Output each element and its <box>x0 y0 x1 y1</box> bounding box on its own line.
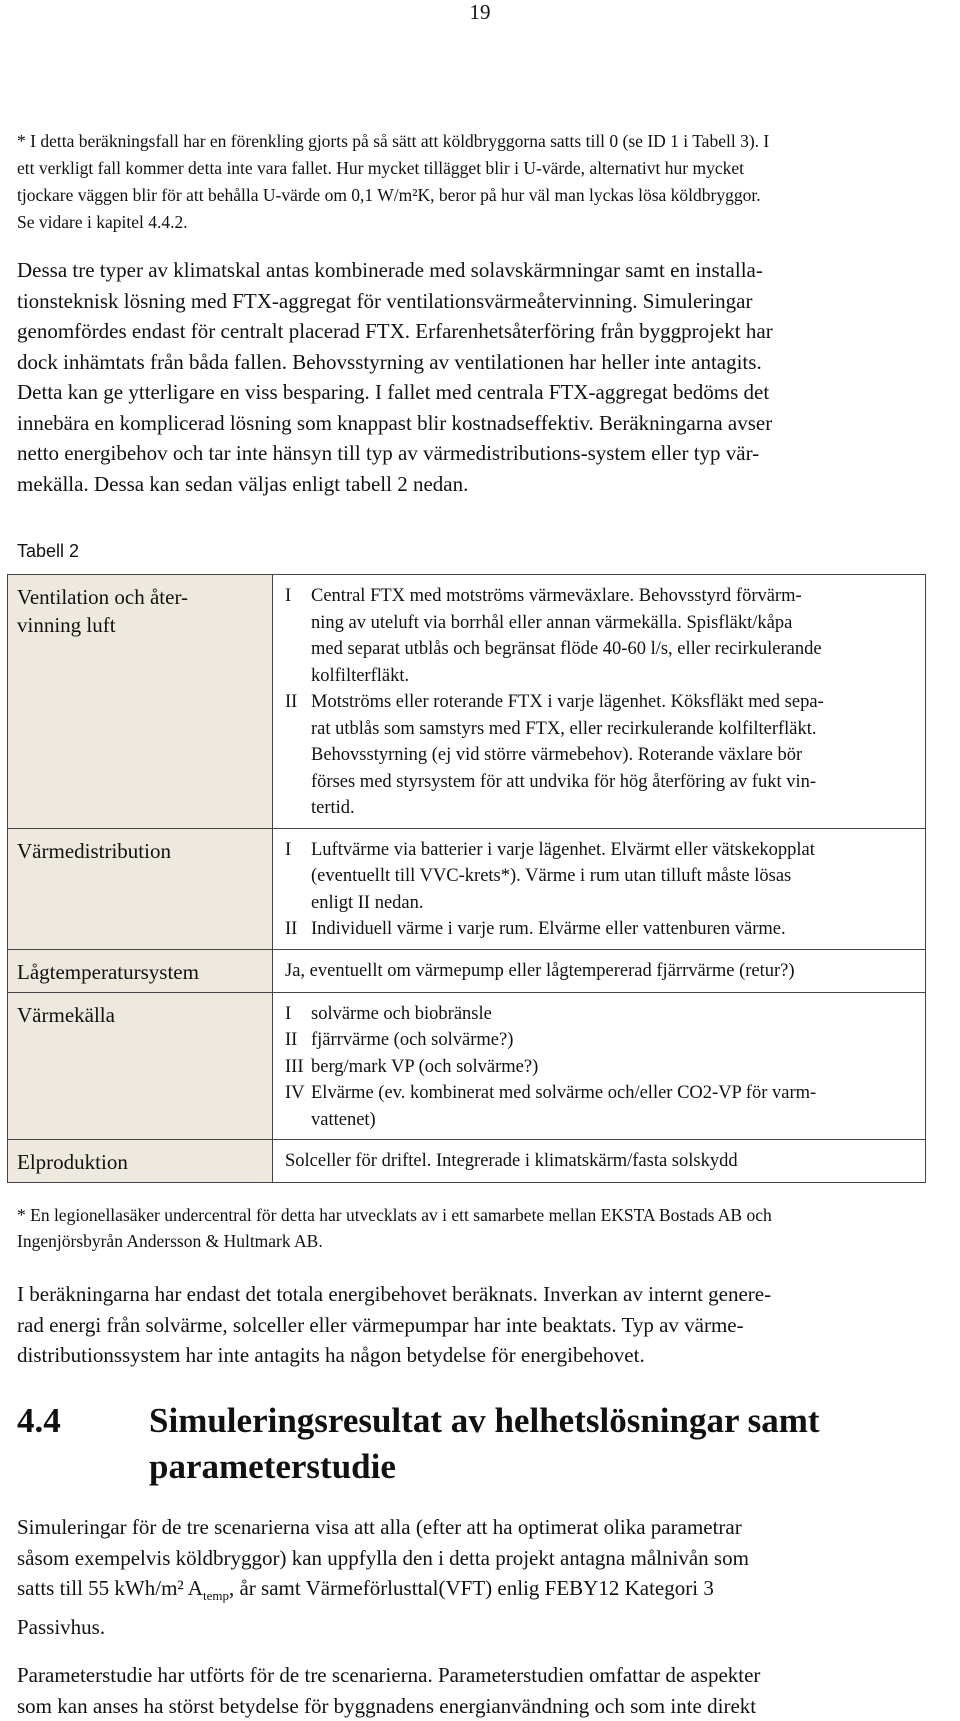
item-line: solvärme och biobränsle <box>311 1001 915 1028</box>
section-number: 4.4 <box>17 1398 61 1444</box>
paragraph-1 <box>17 255 942 499</box>
footnote-line: * I detta beräkningsfall har en förenkling gjorts på så sätt att köldbryggorna satts till 0 (se ID 1 i Tabell 3). I <box>17 128 942 155</box>
row-label <box>8 1140 273 1183</box>
list-item <box>285 583 915 689</box>
item-line: Solceller för driftel. Integrerade i klimatskärm/fasta solskydd <box>285 1148 915 1175</box>
footnote-line: Ingenjörsbyrån Andersson & Hultmark AB. <box>17 1228 947 1254</box>
item-line: fjärrvärme (och solvärme?) <box>311 1027 915 1054</box>
table-caption: Tabell 2 <box>17 541 79 562</box>
item-line: ning av uteluft via borrhål eller annan värmekälla. Spisfläkt/kåpa <box>311 610 915 637</box>
text-segment: satts till 55 kWh/m² A <box>17 1576 203 1600</box>
list-item <box>285 1027 915 1054</box>
table-row <box>8 949 926 992</box>
paragraph-line: netto energibehov och tar inte hänsyn till typ av värmedistributions-system eller typ vär- <box>17 438 942 469</box>
item-line: tertid. <box>311 795 915 822</box>
list-item <box>285 1080 915 1133</box>
paragraph-3 <box>17 1512 942 1642</box>
item-line: Elvärme (ev. kombinerat med solvärme och/eller CO2-VP för varm- <box>311 1080 915 1107</box>
list-item <box>285 689 915 822</box>
paragraph-line: genomfördes endast för centralt placerad FTX. Erfarenhetsåterföring från byggprojekt har <box>17 316 942 347</box>
paragraph-line <box>17 1573 942 1612</box>
text-segment: , år samt Värmeförlusttal(VFT) enlig FEBY12 Kategori 3 <box>229 1576 714 1600</box>
paragraph-line: Passivhus. <box>17 1612 942 1643</box>
item-number: II <box>285 916 311 943</box>
item-number: I <box>285 583 311 689</box>
item-line: Luftvärme via batterier i varje lägenhet. Elvärmt eller vätskekopplat <box>311 837 915 864</box>
item-line: Ja, eventuellt om värmepump eller lågtempererad fjärrvärme (retur?) <box>285 958 915 985</box>
table-row <box>8 828 926 949</box>
row-label-line: Lågtemperatursystem <box>17 958 264 986</box>
paragraph-line: Detta kan ge ytterligare en viss besparing. I fallet med centrala FTX-aggregat bedöms det <box>17 377 942 408</box>
row-label <box>8 828 273 949</box>
paragraph-2 <box>17 1279 942 1371</box>
item-line: Motströms eller roterande FTX i varje lägenhet. Köksfläkt med sepa- <box>311 689 915 716</box>
row-label-line: Värmedistribution <box>17 837 264 865</box>
row-label <box>8 992 273 1140</box>
item-number: II <box>285 1027 311 1054</box>
paragraph-line: innebära en komplicerad lösning som knappast blir kostnadseffektiv. Beräkningarna avser <box>17 408 942 439</box>
section-title-line: Simuleringsresultat av helhetslösningar samt <box>149 1398 820 1444</box>
item-number: I <box>285 837 311 917</box>
row-value <box>273 949 926 992</box>
list-item <box>285 1054 915 1081</box>
item-number: II <box>285 689 311 822</box>
paragraph-4 <box>17 1660 942 1721</box>
row-label-line: Elproduktion <box>17 1148 264 1176</box>
item-number: III <box>285 1054 311 1081</box>
page-number: 19 <box>0 0 960 25</box>
row-value <box>273 992 926 1140</box>
row-value <box>273 575 926 829</box>
item-line: Behovsstyrning (ej vid större värmebehov). Roterande växlare bör <box>311 742 915 769</box>
paragraph-line: tionsteknisk lösning med FTX-aggregat för ventilationsvärmeåtervinning. Simuleringar <box>17 286 942 317</box>
paragraph-line: som kan anses ha störst betydelse för byggnadens energianvändning och som inte direkt <box>17 1691 942 1721</box>
list-item <box>285 1001 915 1028</box>
list-item <box>285 916 915 943</box>
table-row <box>8 575 926 829</box>
paragraph-line: Parameterstudie har utförts för de tre scenarierna. Parameterstudien omfattar de aspekter <box>17 1660 942 1691</box>
table-row <box>8 992 926 1140</box>
item-line: berg/mark VP (och solvärme?) <box>311 1054 915 1081</box>
paragraph-line: distributionssystem har inte antagits ha någon betydelse för energibehovet. <box>17 1340 942 1371</box>
paragraph-line: dock inhämtats från båda fallen. Behovsstyrning av ventilationen har heller inte antagits. <box>17 347 942 378</box>
table-row <box>8 1140 926 1183</box>
item-line: förses med styrsystem för att undvika för hög återföring av fukt vin- <box>311 769 915 796</box>
item-line: vattenet) <box>311 1107 915 1134</box>
footnote-top <box>17 128 942 236</box>
paragraph-line: Dessa tre typer av klimatskal antas kombinerade med solavskärmningar samt en installa- <box>17 255 942 286</box>
row-label-line: Ventilation och åter- <box>17 583 264 611</box>
item-line: (eventuellt till VVC-krets*). Värme i rum utan tilluft måste lösas <box>311 863 915 890</box>
row-label <box>8 575 273 829</box>
table-2 <box>7 574 926 1183</box>
section-title <box>149 1398 820 1490</box>
row-value <box>273 1140 926 1183</box>
item-number: I <box>285 1001 311 1028</box>
item-line: rat utblås som samstyrs med FTX, eller recirkulerande kolfilterfläkt. <box>311 716 915 743</box>
paragraph-line: rad energi från solvärme, solceller eller värmepumpar har inte beaktats. Typ av värme- <box>17 1310 942 1341</box>
row-label <box>8 949 273 992</box>
footnote-line: ett verkligt fall kommer detta inte vara fallet. Hur mycket tillägget blir i U-värde, alternativt hur mycket <box>17 155 942 182</box>
subscript: temp <box>203 1588 229 1603</box>
row-value <box>273 828 926 949</box>
paragraph-line: Simuleringar för de tre scenarierna visa att alla (efter att ha optimerat olika parametrar <box>17 1512 942 1543</box>
paragraph-line: I beräkningarna har endast det totala energibehovet beräknats. Inverkan av internt genere- <box>17 1279 942 1310</box>
footnote-line: Se vidare i kapitel 4.4.2. <box>17 209 942 236</box>
paragraph-line: såsom exempelvis köldbryggor) kan uppfylla den i detta projekt antagna målnivån som <box>17 1543 942 1574</box>
row-label-line: vinning luft <box>17 611 264 639</box>
footnote-line: * En legionellasäker undercentral för detta har utvecklats av i ett samarbete mellan EKSTA Bostads AB och <box>17 1202 947 1228</box>
item-line: Central FTX med motströms värmeväxlare. Behovsstyrd förvärm- <box>311 583 915 610</box>
item-line: Individuell värme i varje rum. Elvärme eller vattenburen värme. <box>311 916 915 943</box>
table-footnote <box>17 1202 947 1254</box>
list-item <box>285 958 915 985</box>
section-title-line: parameterstudie <box>149 1444 820 1490</box>
row-label-line: Värmekälla <box>17 1001 264 1029</box>
list-item <box>285 1148 915 1175</box>
item-line: enligt II nedan. <box>311 890 915 917</box>
list-item <box>285 837 915 917</box>
item-line: kolfilterfläkt. <box>311 663 915 690</box>
paragraph-line: mekälla. Dessa kan sedan väljas enligt tabell 2 nedan. <box>17 469 942 500</box>
item-number: IV <box>285 1080 311 1133</box>
footnote-line: tjockare väggen blir för att behålla U-värde om 0,1 W/m²K, beror på hur väl man lyckas lösa köldbryggor. <box>17 182 942 209</box>
item-line: med separat utblås och begränsat flöde 40-60 l/s, eller recirkulerande <box>311 636 915 663</box>
